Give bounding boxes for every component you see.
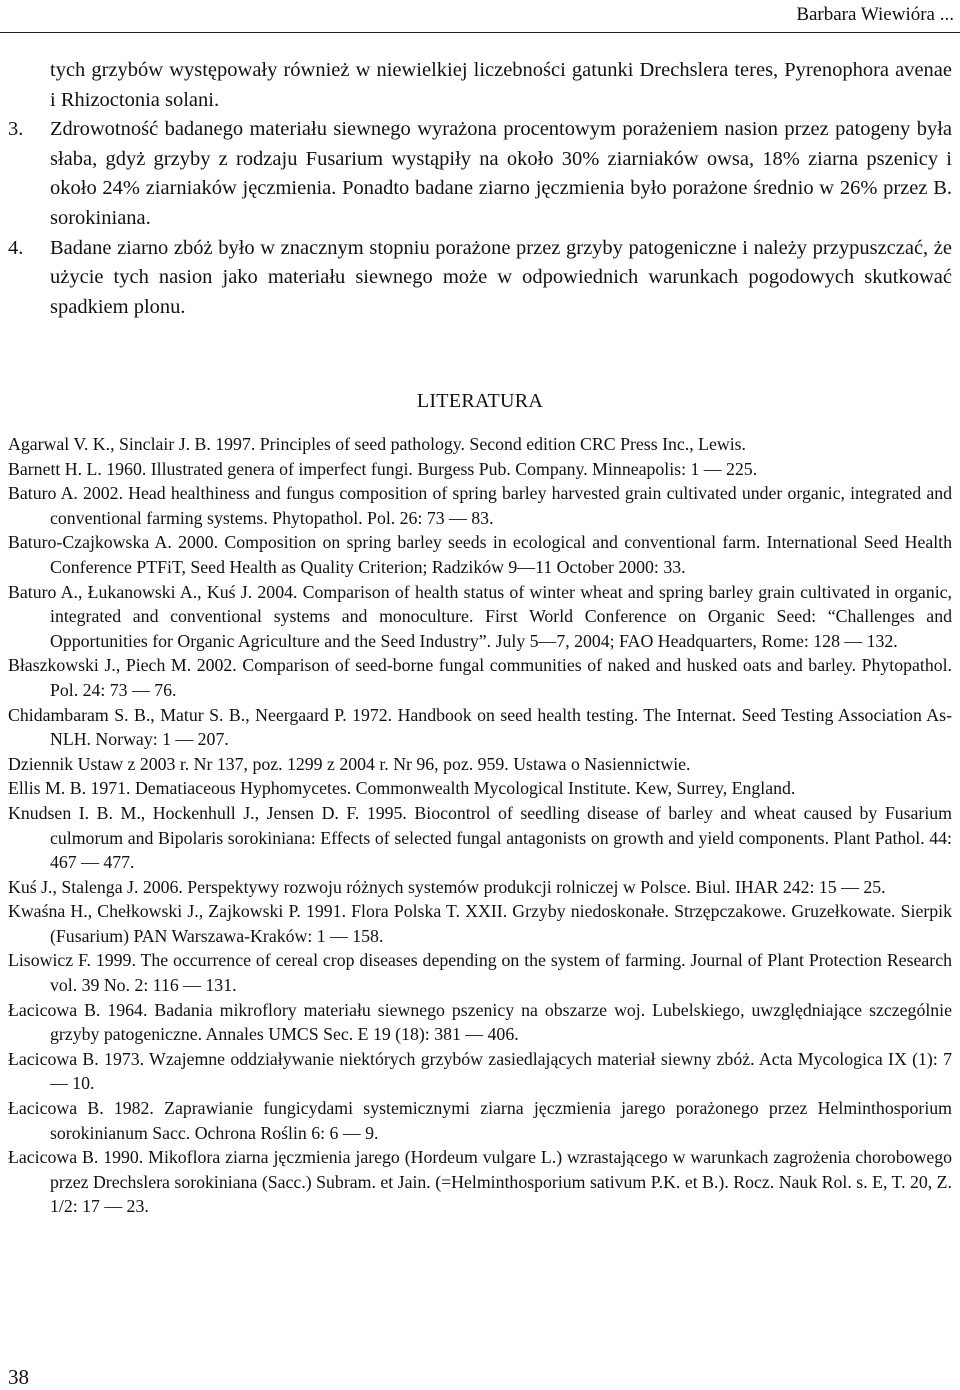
reference-item: Barnett H. L. 1960. Illustrated genera of imperfect fungi. Burgess Pub. Company. Minneapolis: 1 — 225. [8, 458, 758, 479]
reference-item: Knudsen I. B. M., Hockenhull J., Jensen D. F. 1995. Biocontrol of seedling disease of barley and wheat caused by Fusarium culmorum and Bipolaris sorokiniana: Effects of selected fungal antagonists on growth and yield components. Plant Pathol. 44: 467 — 477. [8, 802, 952, 873]
conclusion-item-3 [8, 115, 952, 233]
paragraph-continuation: tych grzybów występowały również w niewielkiej liczebności gatunki Drechslera teres, Pyrenophora avenae i Rhizoctonia solani. [50, 59, 952, 111]
reference-item: Kwaśna H., Chełkowski J., Zajkowski P. 1991. Flora Polska T. XXII. Grzyby niedoskonałe. Strzępczakowe. Gruzełkowate. Sierpik (Fusarium) PAN Warszawa-Kraków: 1 — 158. [8, 901, 952, 946]
reference-item: Łacicowa B. 1964. Badania mikroflory materiału siewnego pszenicy na obszarze woj. Lubelskiego, uwzględniające szczególnie grzyby patogeniczne. Annales UMCS Sec. E 19 (18): 381 — 406. [8, 999, 952, 1045]
reference-item: Łacicowa B. 1982. Zaprawianie fungicydami systemicznymi ziarna jęczmienia jarego porażonego przez Helminthosporium sorokinianum Sacc. Ochrona Roślin 6: 6 — 9. [8, 1098, 952, 1143]
reference-item: Błaszkowski J., Piech M. 2002. Comparison of seed-borne fungal communities of naked and husked oats and barley. Phytopathol. Pol. 24: 73 — 76. [8, 655, 952, 700]
literature-heading: LITERATURA [416, 390, 544, 412]
reference-item: Agarwal V. K., Sinclair J. B. 1997. Principles of seed pathology. Second edition CRC Press Inc., Lewis. [8, 434, 747, 454]
reference-item: Chidambaram S. B., Matur S. B., Neergaard P. 1972. Handbook on seed health testing. The Internat. Seed Testing Association As-NLH. Norway: 1 — 207. [8, 704, 952, 750]
item-number: 4. [8, 236, 24, 259]
item-text: Zdrowotność badanego materiału siewnego wyrażona procentowym porażeniem nasion przez patogeny była słaba, gdyż grzyby z rodzaju Fusarium wystąpiły na około 30% ziarniaków owsa, 18% ziarna pszenicy i około 24% ziarniaków jęczmienia. Ponadto badane ziarno jęczmienia było porażone średnio w 26% przez B. sorokiniana. [50, 118, 952, 229]
reference-item: Baturo-Czajkowska A. 2000. Composition on spring barley seeds in ecological and conventional farm. International Seed Health Conference PTFiT, Seed Health as Quality Criterion; Radzików 9—11 October 2000: 33. [8, 532, 952, 577]
running-header: Barbara Wiewióra ... [796, 4, 954, 25]
reference-list [8, 432, 952, 1219]
header-rule [0, 32, 960, 33]
reference-item: Dziennik Ustaw z 2003 r. Nr 137, poz. 1299 z 2004 r. Nr 96, poz. 959. Ustawa o Nasiennictwie. [8, 753, 691, 774]
reference-item: Ellis M. B. 1971. Dematiaceous Hyphomycetes. Commonwealth Mycological Institute. Kew, Surrey, England. [8, 778, 796, 799]
reference-item: Baturo A. 2002. Head healthiness and fungus composition of spring barley harvested grain cultivated under organic, integrated and conventional farming systems. Phytopathol. Pol. 26: 73 — 83. [8, 483, 952, 528]
conclusion-item-4 [8, 234, 952, 323]
reference-item: Łacicowa B. 1990. Mikoflora ziarna jęczmienia jarego (Hordeum vulgare L.) wzrastającego w warunkach zagrożenia chorobowego przez Drechslera sorokiniana (Sacc.) Subram. et Jain. (=Helminthosporium sativum P.K. et B.). Rocz. Nauk Rol. s. E, T. 20, Z. 1/2: 17 — 23. [8, 1147, 952, 1217]
item-text: Badane ziarno zbóż było w znacznym stopniu porażone przez grzyby patogeniczne i należy przypuszczać, że użycie tych nasion jako materiału siewnego może w odpowiednich warunkach pogodowych skutkować spadkiem plonu. [50, 236, 952, 318]
reference-item: Kuś J., Stalenga J. 2006. Perspektywy rozwoju różnych systemów produkcji rolniczej w Polsce. Biul. IHAR 242: 15 — 25. [8, 876, 886, 897]
item-number: 3. [8, 118, 24, 141]
reference-item: Łacicowa B. 1973. Wzajemne oddziaływanie niektórych grzybów zasiedlających materiał siewny zbóż. Acta Mycologica IX (1): 7 — 10. [8, 1048, 952, 1094]
page-number: 38 [8, 1365, 29, 1389]
reference-item: Baturo A., Łukanowski A., Kuś J. 2004. Comparison of health status of winter wheat and spring barley grain cultivated in organic, integrated and conventional systems and monoculture. First World Conference on Organic Seed: “Challenges and Opportunities for Organic Agriculture and the Seed Industry”. July 5—7, 2004; FAO Headquarters, Rome: 128 — 132. [8, 581, 952, 651]
reference-item: Lisowicz F. 1999. The occurrence of cereal crop diseases depending on the system of farming. Journal of Plant Protection Research vol. 39 No. 2: 116 — 131. [8, 950, 952, 996]
conclusions-section [8, 56, 952, 322]
